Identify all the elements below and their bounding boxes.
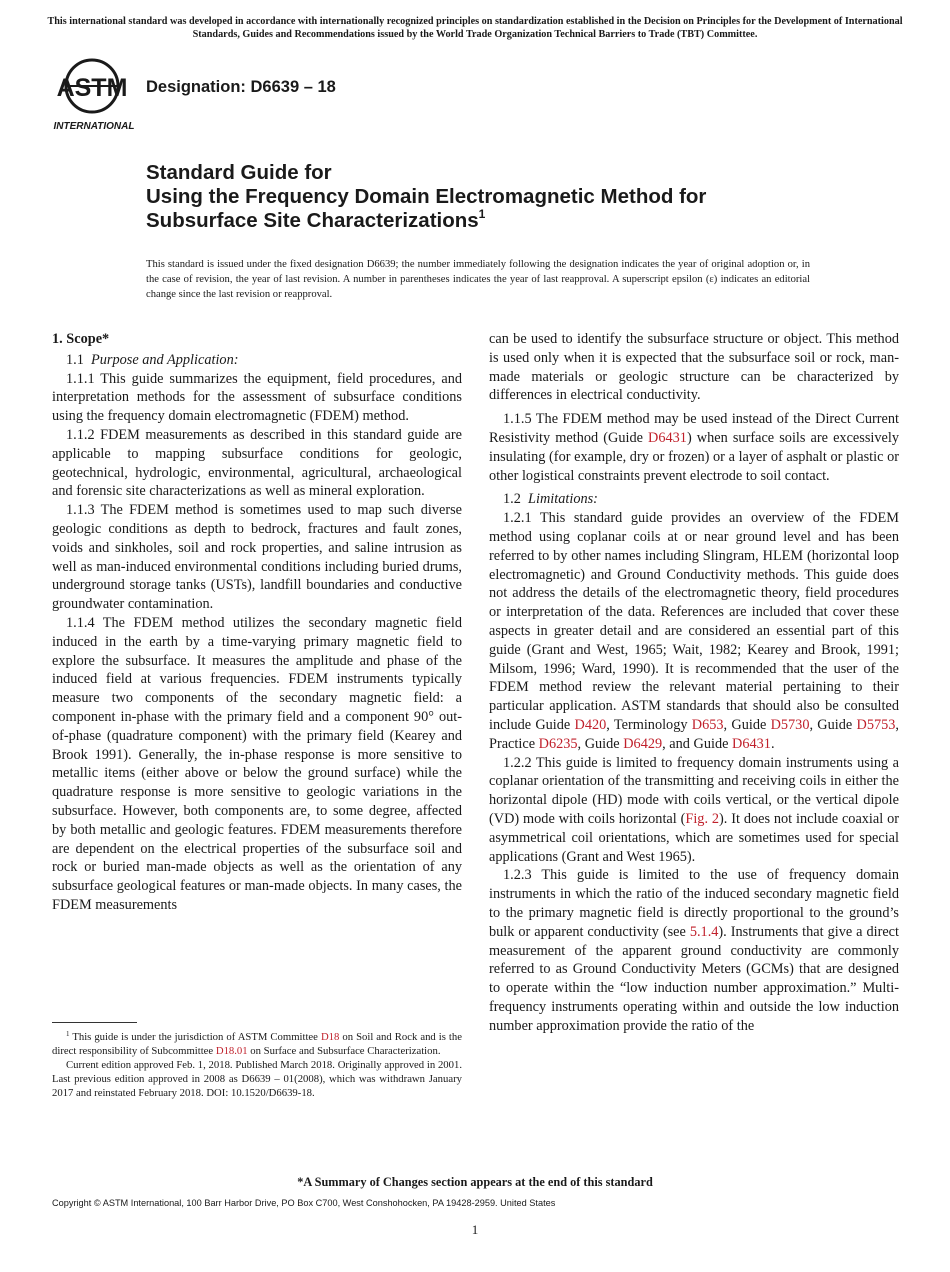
subsection-number: 1.2 (503, 491, 521, 508)
logo-subtitle: INTERNATIONAL (53, 121, 135, 132)
subsection-title: Limitations: (528, 491, 598, 508)
subsection-number: 1.1 (66, 351, 84, 368)
footnote-2: Current edition approved Feb. 1, 2018. Published March 2018. Originally approved in 2001. Last previous edition approved in 2008 as D6639 – 01(2008), which was withdrawn January 2017 and reinstated February 2018. DOI: 10.1520/D6639-18. (52, 1059, 462, 1099)
link-d6235[interactable]: D6235 (538, 735, 578, 752)
paragraph-text: , Guide (723, 716, 771, 733)
paragraph-1-1-5 (489, 410, 899, 485)
paragraph-text: ) when surface soils are excessively insulating (for example, dry or frozen) or a layer of asphalt or plastic or other logistical constraints prevent electrode to soil contact. (489, 429, 899, 484)
paragraph-text: , Practice (489, 716, 899, 752)
paragraph-1-2-1 (489, 509, 899, 753)
link-d6431-guide[interactable]: D6431 (732, 735, 771, 752)
footnote-text: This guide is under the jurisdiction of ASTM Committee (69, 1031, 321, 1043)
footnote-text: on Soil and Rock and is the direct responsibility of Subcommittee (52, 1031, 462, 1057)
paragraph-text: , Terminology (606, 716, 692, 733)
paragraph-1-2-2 (489, 754, 899, 867)
link-d5753[interactable]: D5753 (856, 716, 896, 733)
paragraph-1-1-1: 1.1.1 This guide summarizes the equipment, field procedures, and interpretation methods for the assessment of subsurface conditions using the frequency domain electromagnetic (FDEM) method. (52, 370, 462, 425)
paragraph-continuation: can be used to identify the subsurface structure or object. This method is used only when it is expected that the subsurface soil or rock, man-made materials or geologic structure can be characterized by differences in electrical conductivity. (489, 331, 899, 404)
paragraph-text: . (770, 735, 775, 752)
link-d5730[interactable]: D5730 (770, 716, 810, 733)
link-d18-01[interactable]: D18.01 (215, 1045, 248, 1057)
paragraph-text: , Guide (809, 716, 857, 733)
link-d18[interactable]: D18 (320, 1031, 340, 1043)
paragraph-1-1-3: 1.1.3 The FDEM method is sometimes used to map such diverse geologic conditions as depth to bedrock, fractures and fault zones, voids and sinkholes, soil and rock properties, and saline intrusion as well as man-induced environmental conditions including buried drums, underground storage tanks (USTs), landfill boundaries and conductive groundwater contamination. (52, 502, 462, 613)
title-line-3: Subsurface Site Characterizations (146, 209, 479, 232)
paragraph-text: ). Instruments that give a direct measurement of the apparent ground conductivity are commonly referred to as Ground Conductivity Meters (GCMs) that are designed to operate within the “low induction number approximation.” Multi-frequency instruments operating within and outside the low induction number approximation provide the ratio of the (489, 923, 899, 1034)
paragraph-text: 1.2.1 This standard guide provides an overview of the FDEM method using coplanar coils at or near ground level and has been referred to by other names including Slingram, HLEM (horizontal loop electromagnetic) and Ground Conductivity methods. This guide does not address the details of the electromagnetic theory, field procedures or interpretation of the data. References are included that cover these aspects in greater detail and are considered an essential part of this guide (Grant and West, 1965; Wait, 1982; Kearey and Brook, 1991; Milsom, 1996; Ward, 1990). It is recommended that the user of the FDEM method review the relevant material pertaining to their particular application. ASTM standards that should also be consulted include Guide (489, 510, 899, 733)
paragraph-1-1-4: 1.1.4 The FDEM method utilizes the secondary magnetic field induced in the earth by a time-varying primary magnetic field to explore the subsurface. It measures the amplitude and phase of the induced field at various frequencies. FDEM instruments typically measure two components of the secondary magnetic field: a component in-phase with the primary field and a component 90° out-of-phase (quadrature component) with the primary field (Kearey and Brook 1991). Generally, the in-phase response is more sensitive to metallic items (either above or below the ground surface) while the quadrature response is more sensitive to geologic variations in the subsurface. However, both components are, to some degree, affected by both metallic and geologic features. FDEM measurements therefore are dependent on the electrical properties of the subsurface soil and rock or buried man-made objects as well as the orientation of any subsurface geological features or man-made objects. In many cases, the FDEM measurements (52, 614, 462, 913)
paragraph-text: ). It does not include coaxial or asymmetrical coil orientations, which are sometimes used for special applications (Grant and West 1965). (489, 810, 899, 865)
designation: Designation: D6639 – 18 (146, 78, 336, 96)
right-column (489, 330, 899, 1035)
title-footnote-mark: 1 (478, 207, 486, 221)
link-d6431[interactable]: D6431 (648, 429, 687, 446)
paragraph-1-1-2: 1.1.2 FDEM measurements as described in this standard guide are applicable to mapping subsurface conditions for geologic, geotechnical, hydrologic, environmental, agricultural, archaeological and forensic site characterizations as well as mineral exploration. (52, 426, 462, 500)
copyright: Copyright © ASTM International, 100 Barr Harbor Drive, PO Box C700, West Conshohocken, PA 19428-2959. United States (52, 1198, 556, 1208)
header-notice: This international standard was developed in accordance with internationally recognized principles on standardization established in the Decision on Principles for the Development of International Standards, Guides and Recommendations issued by the World Trade Organization Technical Barriers to Trade (TBT) Committee. (47, 16, 903, 40)
footnote-text: on Surface and Subsurface Characterization. (247, 1045, 441, 1057)
paragraph-text: , Guide (577, 735, 624, 752)
paragraph-1-2-3 (489, 866, 899, 1035)
paragraph-text: 1.2.2 This guide is limited to frequency domain instruments using a coplanar orientation of the transmitting and receiving coils in either the horizontal dipole (HD) mode with coils vertical, or the vertical dipole (VD) mode with coils horizontal ( (489, 754, 899, 827)
paragraph-text: 1.2.3 This guide is limited to the use of frequency domain instruments in which the ratio of the induced secondary magnetic field to the primary magnetic field is directly proportional to the ground’s bulk or apparent conductivity (see (489, 867, 899, 940)
link-d6429[interactable]: D6429 (623, 735, 663, 752)
paragraph-text: , and Guide (662, 735, 733, 752)
paragraph-text: 1.1.5 The FDEM method may be used instead of the Direct Current Resistivity method (Guide (489, 411, 899, 446)
subsection-1-2 (489, 490, 899, 509)
footnote-1 (52, 1030, 462, 1058)
section-heading-scope: 1. Scope* (52, 331, 110, 347)
link-5-1-4[interactable]: 5.1.4 (689, 923, 719, 940)
link-fig-2[interactable]: Fig. 2 (685, 810, 720, 827)
footnote-mark: 1 (66, 1030, 70, 1038)
astm-logo (52, 56, 136, 134)
subsection-1-1 (52, 351, 462, 370)
summary-of-changes-note: *A Summary of Changes section appears at the end of this standard (297, 1175, 653, 1189)
left-column (52, 330, 462, 915)
footnotes (52, 1030, 462, 1100)
link-d653[interactable]: D653 (691, 716, 724, 733)
title-line-1: Standard Guide for (146, 161, 332, 184)
footnote-rule (52, 1022, 137, 1023)
title-line-2: Using the Frequency Domain Electromagnetic Method for (146, 185, 707, 208)
page-number: 1 (471, 1222, 479, 1237)
subsection-title: Purpose and Application: (91, 351, 239, 368)
logo-wordmark: ASTM (56, 74, 128, 102)
issue-note: This standard is issued under the fixed designation D6639; the number immediately following the designation indicates the year of original adoption or, in the case of revision, the year of last revision. A number in parentheses indicates the year of last reapproval. A superscript epsilon (ε) indicates an editorial change since the last revision or reapproval. (146, 259, 810, 300)
document-title (146, 161, 906, 233)
link-d420[interactable]: D420 (574, 716, 607, 733)
